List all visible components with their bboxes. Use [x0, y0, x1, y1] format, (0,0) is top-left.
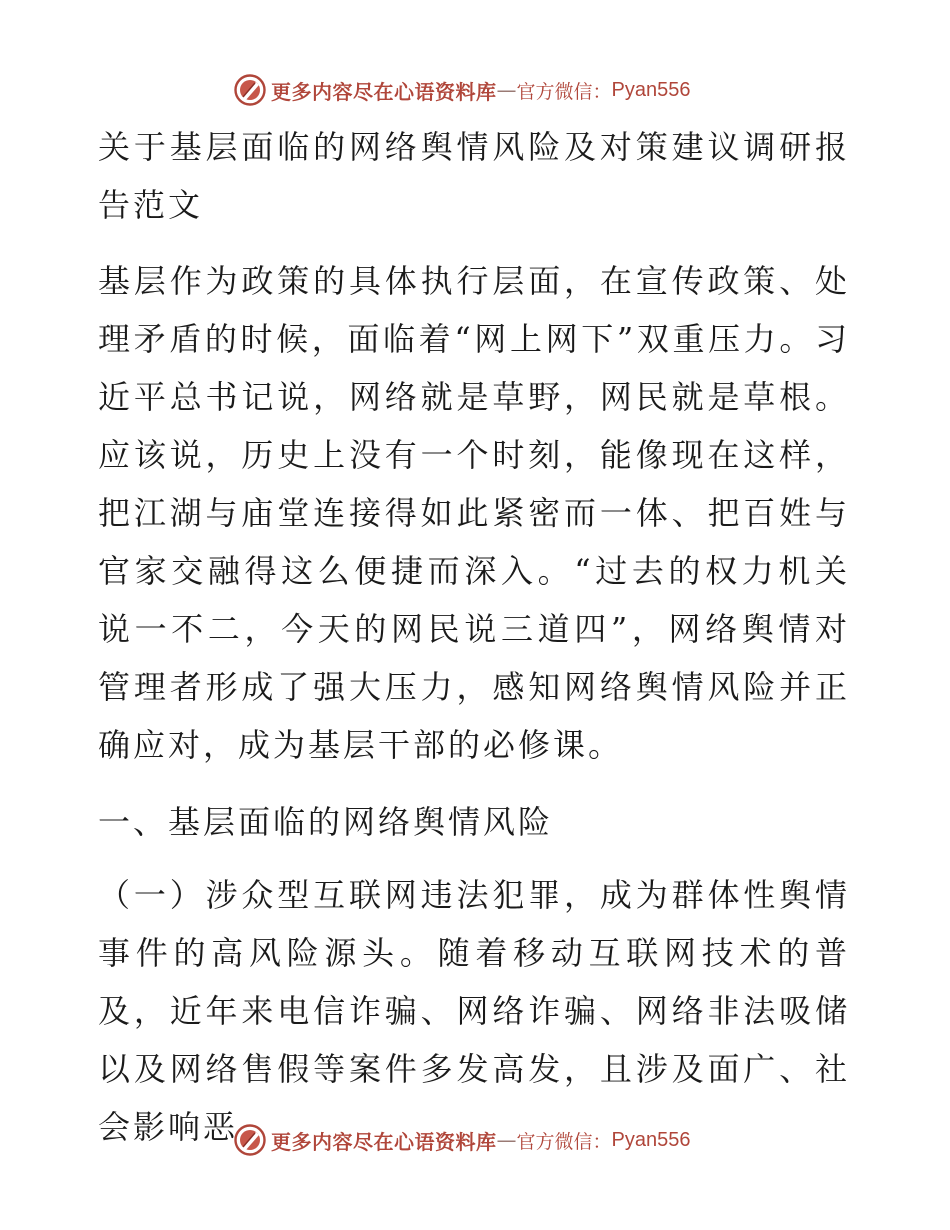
watermark-wechat-id: Pyan556	[611, 1128, 691, 1151]
watermark-wechat-label: 官方微信：	[516, 80, 612, 103]
document-title: 关于基层面临的网络舆情风险及对策建议调研报告范文	[98, 128, 850, 224]
watermark-wechat-id: Pyan556	[611, 78, 691, 101]
section-heading-1: 一、基层面临的网络舆情风险	[98, 803, 554, 841]
watermark-site-name: 更多内容尽在心语资料库	[271, 1129, 497, 1154]
body-paragraph-1-1: （一）涉众型互联网违法犯罪，成为群体性舆情事件的高风险源头。随着移动互联网技术的普及，近年来电信诈骗、网络诈骗、网络非法吸储以及网络售假等案件多发高发，且涉及面广、社会影响恶	[98, 876, 850, 1146]
watermark-dash: —	[496, 78, 517, 102]
header-watermark	[233, 72, 690, 108]
pen-logo-icon	[233, 1123, 267, 1157]
body-paragraph-intro: 基层作为政策的具体执行层面，在宣传政策、处理矛盾的时候，面临着“网上网下”双重压力。习近平总书记说，网络就是草野，网民就是草根。应该说，历史上没有一个时刻，能像现在这样，把江湖与庙堂连接得如此紧密而一体、把百姓与官家交融得这么便捷而深入。“过去的权力机关说一不二，今天的网民说三道四”，网络舆情对管理者形成了强大压力，感知网络舆情风险并正确应对，成为基层干部的必修课。	[98, 262, 850, 764]
footer-watermark	[233, 1122, 690, 1158]
watermark-wechat-label: 官方微信：	[516, 1130, 612, 1153]
watermark-dash: —	[496, 1128, 517, 1152]
pen-logo-icon	[233, 73, 267, 107]
watermark-site-name: 更多内容尽在心语资料库	[271, 79, 497, 104]
